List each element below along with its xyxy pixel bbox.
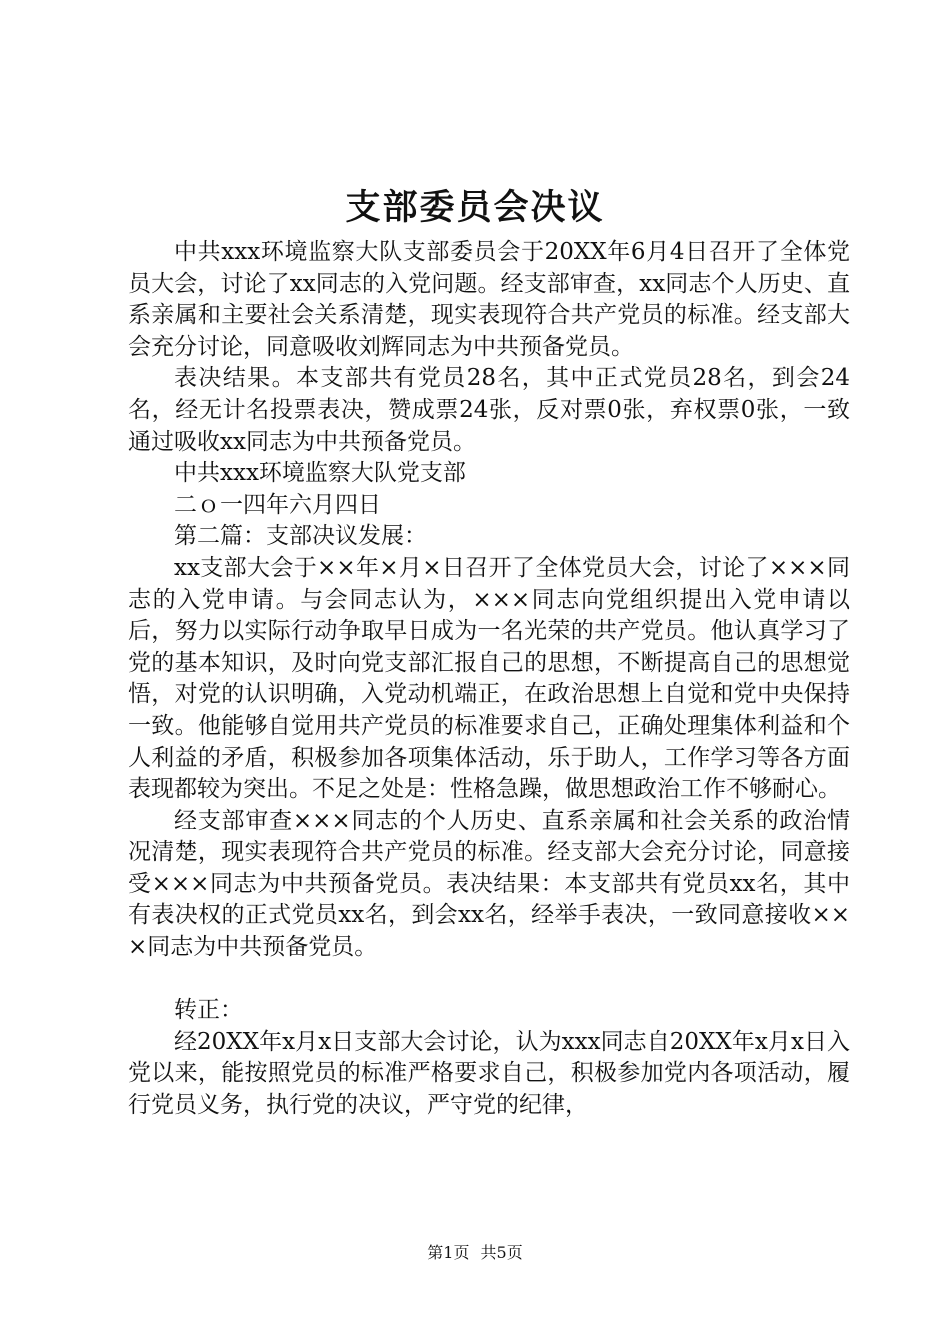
- paragraph-resolution: 中共xxx环境监察大队支部委员会于20XX年6月4日召开了全体党员大会，讨论了xx同志的入党问题。经支部审查，xx同志个人历史、直系亲属和主要社会关系清楚，现实表现符合共产党员的标准。经支部大会充分讨论，同意吸收刘辉同志为中共预备党员。: [128, 239, 850, 360]
- paragraph-section-heading: 第二篇：支部决议发展：: [174, 523, 427, 550]
- page-total: 共5页: [480, 1243, 523, 1262]
- paragraph-review-result: 经支部审查×××同志的个人历史、直系亲属和社会关系的政治情况清楚，现实表现符合共产党员的标准。经支部大会充分讨论，同意接受×××同志为中共预备党员。表决结果：本支部共有党员xx名，其中有表决权的正式党员xx名，到会xx名，经举手表决，一致同意接收×××同志为中共预备党员。: [128, 807, 850, 961]
- page-number: 第1页: [427, 1243, 470, 1262]
- document-title: 支部委员会决议: [345, 187, 605, 228]
- paragraph-vote-result: 表决结果。本支部共有党员28名，其中正式党员28名，到会24名，经无计名投票表决，赞成票24张，反对票0张，弃权票0张，一致通过吸收xx同志为中共预备党员。: [128, 365, 850, 455]
- paragraph-signature-org: 中共xxx环境监察大队党支部: [174, 460, 466, 487]
- document-body: [128, 237, 850, 1122]
- paragraph-conversion-heading: 转正：: [174, 997, 243, 1024]
- paragraph-signature-date: 二ｏ一四年六月四日: [174, 491, 381, 518]
- paragraph-meeting-discussion: xx支部大会于××年×月×日召开了全体党员大会，讨论了×××同志的入党申请。与会同志认为，×××同志向党组织提出入党申请以后，努力以实际行动争取早日成为一名光荣的共产党员。他认真学习了党的基本知识，及时向党支部汇报自己的思想，不断提高自己的思想觉悟，对党的认识明确，入党动机端正，在政治思想上自觉和党中央保持一致。他能够自觉用共产党员的标准要求自己，正确处理集体利益和个人利益的矛盾，积极参加各项集体活动，乐于助人，工作学习等各方面表现都较为突出。不足之处是：性格急躁，做思想政治工作不够耐心。: [128, 554, 850, 803]
- page-footer: [0, 1242, 950, 1264]
- paragraph-conversion-body: 经20XX年x月x日支部大会讨论，认为xxx同志自20XX年x月x日入党以来，能按照党员的标准严格要求自己，积极参加党内各项活动，履行党员义务，执行党的决议，严守党的纪律，: [128, 1028, 850, 1119]
